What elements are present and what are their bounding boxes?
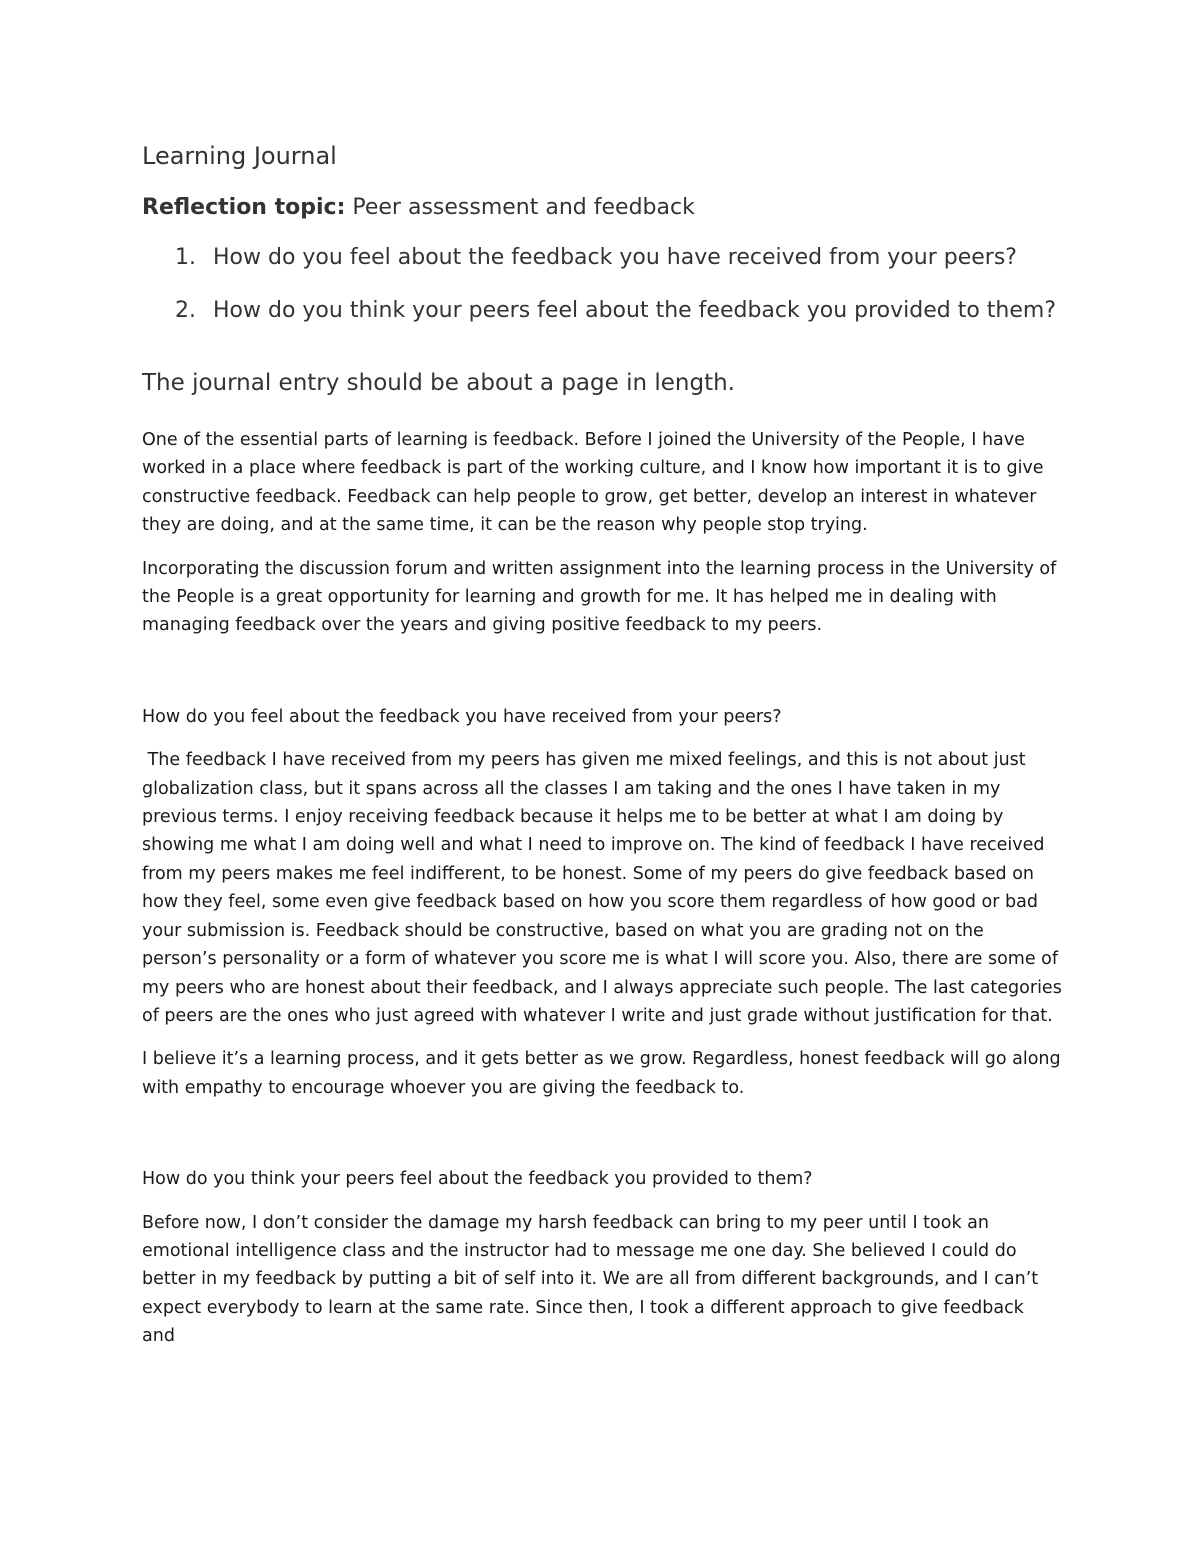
reflection-topic — [142, 192, 1062, 224]
question-number: 1. — [175, 245, 196, 270]
intro-paragraph: Incorporating the discussion forum and written assignment into the learning process in the University of the People is a great opportunity for learning and growth for me. It has helped me in dealing with managing feedback over the years and giving positive feedback to my peers. — [142, 558, 1057, 636]
question-list — [142, 244, 1062, 324]
question-text: How do you think your peers feel about the feedback you provided to them? — [213, 298, 1057, 323]
answer-paragraph: Before now, I don’t consider the damage my harsh feedback can bring to my peer until I took an emotional intelligence class and the instructor had to message me one day. She believed I could do better in my feedback by putting a bit of self into it. We are all from different backgrounds, and I can’t expect everybody to learn at the same rate. Since then, I took a different approach to give feedback and — [142, 1212, 1039, 1347]
topic-value: Peer assessment and feedback — [345, 195, 695, 220]
length-instruction: The journal entry should be about a page in length. — [142, 370, 735, 396]
document-title: Learning Journal — [142, 142, 337, 170]
question-item — [142, 297, 1062, 324]
journal-body — [142, 426, 1068, 1351]
question-1-heading: How do you feel about the feedback you have received from your peers? — [142, 706, 782, 727]
question-number: 2. — [175, 298, 196, 323]
question-2-heading: How do you think your peers feel about the feedback you provided to them? — [142, 1169, 813, 1190]
question-item — [142, 244, 1062, 271]
answer-paragraph: The feedback I have received from my peers has given me mixed feelings, and this is not about just globalization class, but it spans across all the classes I am taking and the ones I have taken in my previous terms. I enjoy receiving feedback because it helps me to be better at what I am doing by showing me what I am doing well and what I need to improve on. The kind of feedback I have received from my peers makes me feel indifferent, to be honest. Some of my peers do give feedback based on how they feel, some even give feedback based on how you score them regardless of how good or bad your submission is. Feedback should be constructive, based on what you are grading not on the person’s personality or a form of whatever you score me is what I will score you. Also, there are some of my peers who are honest about their feedback, and I always appreciate such people. The last categories of peers are the ones who just agreed with whatever I write and just grade without justification for that. — [142, 750, 1068, 1026]
topic-label: Reflection topic: — [142, 195, 346, 220]
document-content — [142, 138, 1068, 1351]
question-text: How do you feel about the feedback you have received from your peers? — [213, 245, 1017, 270]
answer-paragraph: I believe it’s a learning process, and it gets better as we grow. Regardless, honest feedback will go along with empathy to encourage whoever you are giving the feedback to. — [142, 1049, 1061, 1098]
intro-paragraph: One of the essential parts of learning is feedback. Before I joined the University of the People, I have worked in a place where feedback is part of the working culture, and I know how important it is to give constructive feedback. Feedback can help people to grow, get better, develop an interest in whatever they are doing, and at the same time, it can be the reason why people stop trying. — [142, 430, 1044, 536]
